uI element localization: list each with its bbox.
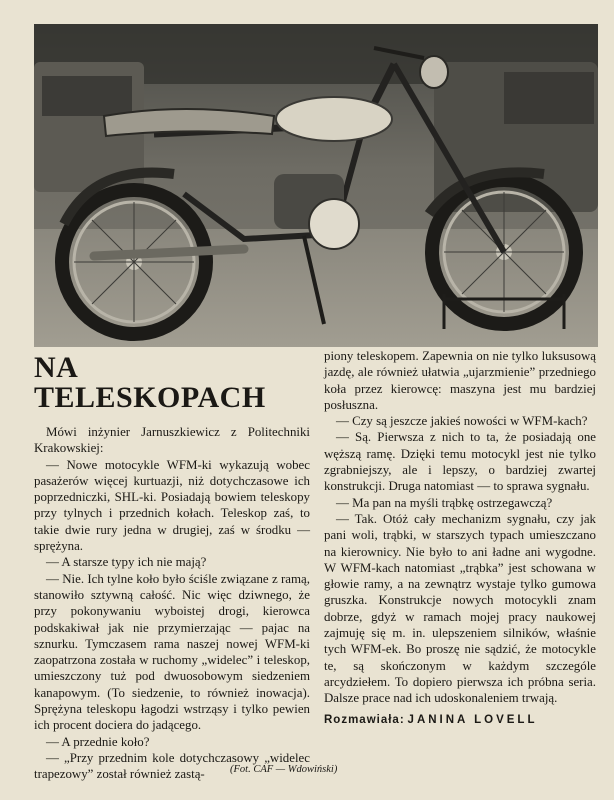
- paragraph: Mówi inżynier Jarnuszkiewicz z Politechniki Krakowskiej:: [34, 425, 310, 456]
- byline-label: Rozmawiała:: [324, 713, 405, 726]
- byline-author: JANINA LOVELL: [407, 713, 538, 726]
- paragraph: — A starsze typy ich nie mają?: [46, 555, 207, 570]
- byline: [324, 712, 596, 728]
- motorcycle-photo: [34, 24, 598, 347]
- paragraph: — Tak. Otóż cały mechanizm sygnału, czy jak pani woli, trąbki, w starszych typach umieszczano na kierownicy. Nie było to ani ładne ani wygodne. W WFM-kach natomiast „trąbka” jest schowana w głowie ramy, a na zewnątrz wystaje tylko gumowa gruszka. Konstrukcje nowych motocykli znam dobrze, gdyż w ramach mojej pracy naukowej zajmuję się m. in. ulepszeniem silników, właśnie tych WFM-ek. Bo proszę nie sądzić, że motocykle te, są skończonym w każdym szczególe arcydziełem. To dopiero pierwsza ich próbna seria. Dalsze prace nad ich udoskonaleniem trwają.: [324, 511, 596, 706]
- paragraph: — Nowe motocykle WFM-ki wykazują wobec pasażerów więcej kurtuazji, niż dotychczasowe ich poprzedniczki, SHL-ki. Posiadają bowiem teleskopy przy tylnych i przednich kołach. Teleskop zaś, to takie dwie rury jedna w drugiej, zaś w środku — sprężyna.: [34, 457, 310, 554]
- paragraph: — „Przy przednim kole dotychczasowy „widelec trapezowy” został również zastą-: [34, 750, 310, 782]
- article-title: NA TELESKOPACH: [34, 351, 266, 414]
- paragraph: — A przednie koło?: [46, 734, 150, 749]
- paragraph: — Ma pan na myśli trąbkę ostrzegawczą?: [336, 495, 553, 510]
- column-left: [34, 353, 310, 783]
- paragraph: — Czy są jeszcze jakieś nowości w WFM-kach?: [336, 414, 588, 429]
- column-right: [324, 348, 596, 728]
- paragraph: — Nie. Ich tylne koło było ściśle związane z ramą, stanowiło sztywną całość. Nic więc dziwnego, że przy pokonywaniu wyboistej drogi, kierowca podskakiwał jak nie przymierzając — pajac na sznurku. Tymczasem rama naszej nowej WFM-ki zaopatrzona została w ruchomy „widelec” i teleskop, umieszczony tuż pod dwuosobowym siedzeniem kanapowym. (To siedzenie, to również inowacja). Sprężyna teleskopu łagodzi wstrząsy i tylko pewien ich procent dociera do jadącego.: [34, 571, 310, 733]
- photo-caption: (Fot. CAF — Wdowiński): [230, 764, 338, 775]
- paragraph: piony teleskopem. Zapewnia on nie tylko luksusową jazdę, ale również ułatwia „ujarzmienie” przedniego koła przez kierowcę: maszyna jest mu bardziej posłuszna.: [324, 349, 596, 412]
- paragraph: — Są. Pierwsza z nich to ta, że posiadają one węższą ramę. Dzięki temu motocykl jest nie tylko zgrabniejszy, ale i lepszy, o bardziej zwartej konstrukcji. Druga natomiast — to sprawa sygnału.: [324, 430, 596, 494]
